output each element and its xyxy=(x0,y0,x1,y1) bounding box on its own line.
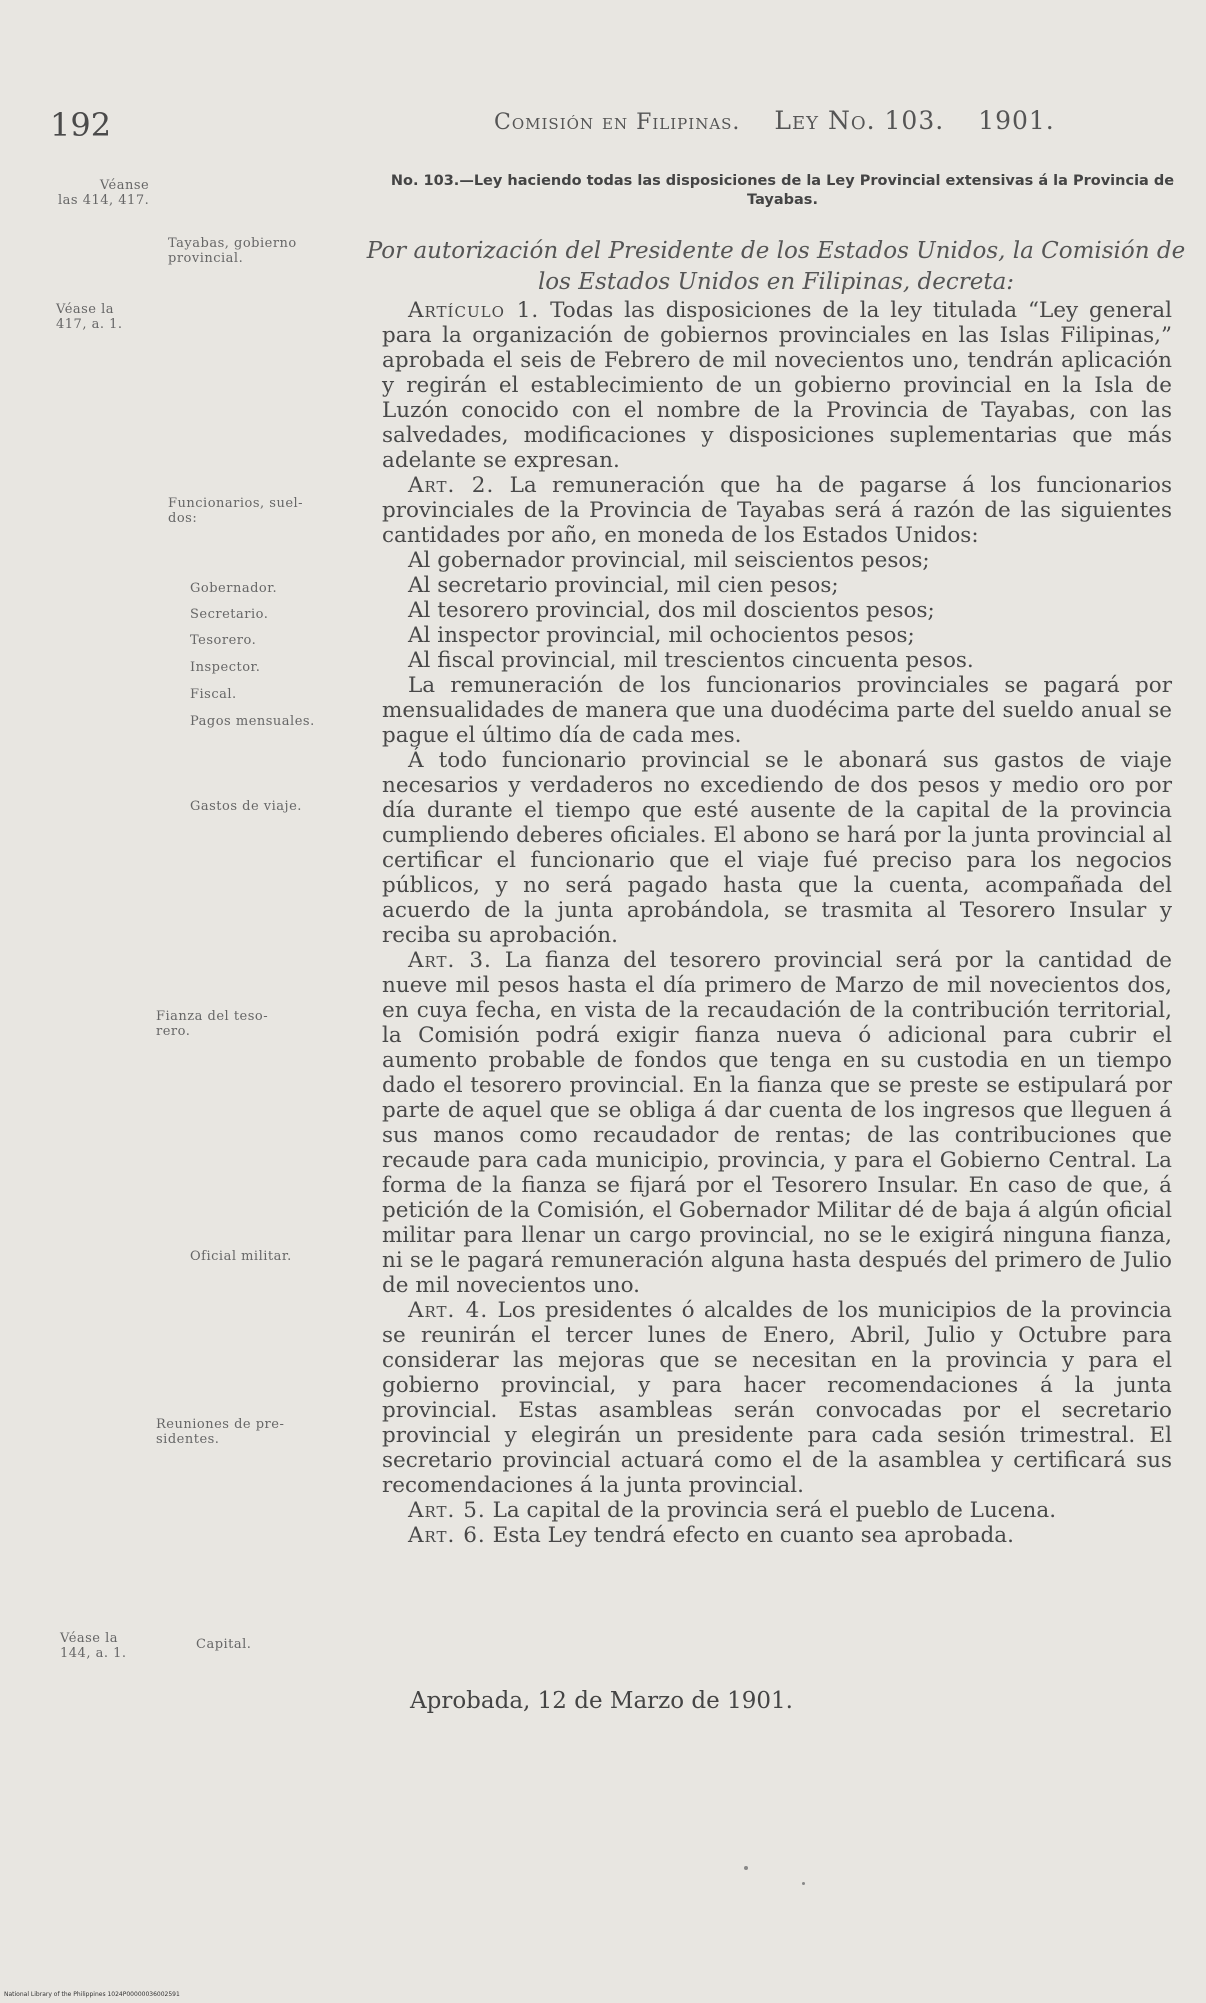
article-5-label: Art. 5. xyxy=(408,1498,486,1523)
margin-note-pagos: Pagos mensuales. xyxy=(190,714,315,729)
article-1-label: Artículo 1. xyxy=(408,298,540,323)
margin-note-tesorero: Tesorero. xyxy=(190,633,257,648)
article-3-label: Art. 3. xyxy=(408,948,492,973)
article-5-text: La capital de la provincia será el pueblo de Lucena. xyxy=(485,1498,1057,1523)
article-2 xyxy=(382,473,1172,548)
margin-note-see-414: Véanse las 414, 417. xyxy=(58,178,150,208)
margin-note-gobernador: Gobernador. xyxy=(190,581,278,596)
scan-speck xyxy=(744,1866,748,1870)
article-4-label: Art. 4. xyxy=(408,1298,489,1323)
margin-note-reuniones: Reuniones de pre- sidentes. xyxy=(156,1417,285,1447)
margin-note-inspector: Inspector. xyxy=(190,660,261,675)
article-1-text: Todas las disposiciones de la ley titulada “Ley general para la organización de gobiernos provinciales en las Islas Filipinas,” aprobada el seis de Febrero de mil novecientos uno, tendrán aplicación y regirán el establecimiento de un gobierno provincial en la Isla de Luzón conocido con el nombre de la Provincia de Tayabas, con las salvedades, modificaciones y disposiciones suplementarias que más adelante se expresan. xyxy=(382,298,1172,473)
running-header xyxy=(494,106,1055,135)
margin-note-tayabas: Tayabas, gobierno provincial. xyxy=(168,236,297,266)
pagos-paragraph: La remuneración de los funcionarios provinciales se pagará por mensualidades de manera que una duodécima parte del sueldo anual se pague el último día de cada mes. xyxy=(382,673,1172,748)
margin-note-fianza: Fianza del teso- rero. xyxy=(156,1009,269,1039)
running-title: Comisión en Filipinas. xyxy=(494,110,741,135)
article-3 xyxy=(382,948,1172,1298)
salary-fiscal: Al fiscal provincial, mil trescientos cincuenta pesos. xyxy=(408,648,974,673)
running-law: Ley No. 103. xyxy=(774,106,945,135)
law-body xyxy=(382,298,1172,1548)
footer-credit: National Library of the Philippines 1024P00000036002591 xyxy=(4,1991,180,1998)
margin-note-capital: Capital. xyxy=(196,1637,252,1652)
salary-secretario: Al secretario provincial, mil cien pesos; xyxy=(408,573,839,598)
approval-date: Aprobada, 12 de Marzo de 1901. xyxy=(410,1688,793,1714)
running-year: 1901. xyxy=(978,106,1055,135)
margin-note-oficial: Oficial militar. xyxy=(190,1249,292,1264)
article-2-text: La remuneración que ha de pagarse á los funcionarios provinciales de la Provincia de Tayabas será á razón de las siguientes cantidades por año, en moneda de los Estados Unidos: xyxy=(382,473,1172,548)
enacting-clause: Por autorización del Presidente de los Estados Unidos, la Comisión de los Estados Unidos en Filipinas, decreta: xyxy=(366,238,1186,295)
margin-note-secretario: Secretario. xyxy=(190,607,269,622)
article-3-text: La fianza del tesorero provincial será por la cantidad de nueve mil pesos hasta el día primero de Marzo de mil novecientos dos, en cuya fecha, en vista de la recaudación de la contribución territorial, la Comisión podrá exigir fianza nueva ó adicional para cubrir el aumento probable de fondos que tenga en su custodia en un tiempo dado el tesorero provincial. En la fianza que se preste se estipulará por parte de aquel que se obliga á dar cuenta de los ingresos que lleguen á sus manos como recaudador de rentas; de las contribuciones que recaude para cada municipio, provincia, y para el Gobierno Central. La forma de la fianza se fijará por el Tesorero Insular. En caso de que, á petición de la Comisión, el Gobernador Militar dé de baja á algún oficial militar para llenar un cargo provincial, no se le exigirá ninguna fianza, ni se le pagará remuneración alguna hasta después del primero de Julio de mil novecientos uno. xyxy=(382,948,1172,1298)
salary-gobernador: Al gobernador provincial, mil seiscientos pesos; xyxy=(408,548,930,573)
article-6-text: Esta Ley tendrá efecto en cuanto sea aprobada. xyxy=(485,1523,1014,1548)
salary-inspector: Al inspector provincial, mil ochocientos pesos; xyxy=(408,623,915,648)
law-heading: No. 103.—Ley haciendo todas las disposiciones de la Ley Provincial extensivas á la Provincia de Tayabas. xyxy=(390,173,1175,208)
margin-note-see-417: Véase la 417, a. 1. xyxy=(56,302,123,332)
margin-note-see-144: Véase la 144, a. 1. xyxy=(60,1631,127,1661)
article-1 xyxy=(382,298,1172,473)
article-5 xyxy=(382,1498,1172,1523)
article-6 xyxy=(382,1523,1172,1548)
margin-note-funcionarios: Funcionarios, suel- dos: xyxy=(168,496,304,526)
scan-speck xyxy=(802,1882,805,1885)
article-2-label: Art. 2. xyxy=(408,473,495,498)
article-4-text: Los presidentes ó alcaldes de los municipios de la provincia se reunirán el tercer lunes de Enero, Abril, Julio y Octubre para considerar las mejoras que se necesitan en la provincia y para el gobierno provincial, y para hacer recomendaciones á la junta provincial. Estas asambleas serán convocadas por el secretario provincial y elegirán un presidente para cada sesión trimestral. El secretario provincial actuará como el de la asamblea y certificará sus recomendaciones á la junta provincial. xyxy=(382,1298,1173,1498)
margin-note-gastos: Gastos de viaje. xyxy=(190,799,302,814)
article-4 xyxy=(382,1298,1172,1498)
gastos-paragraph: Á todo funcionario provincial se le abonará sus gastos de viaje necesarios y verdaderos no excediendo de dos pesos y medio oro por día durante el tiempo que esté ausente de la capital de la provincia cumpliendo deberes oficiales. El abono se hará por la junta provincial al certificar el funcionario que el viaje fué preciso para los negocios públicos, y no será pagado hasta que la cuenta, acompañada del acuerdo de la junta aprobándola, se trasmita al Tesorero Insular y reciba su aprobación. xyxy=(382,748,1172,948)
margin-note-fiscal: Fiscal. xyxy=(190,687,237,702)
article-6-label: Art. 6. xyxy=(408,1523,486,1548)
salary-tesorero: Al tesorero provincial, dos mil doscientos pesos; xyxy=(408,598,935,623)
page-number: 192 xyxy=(50,106,112,144)
